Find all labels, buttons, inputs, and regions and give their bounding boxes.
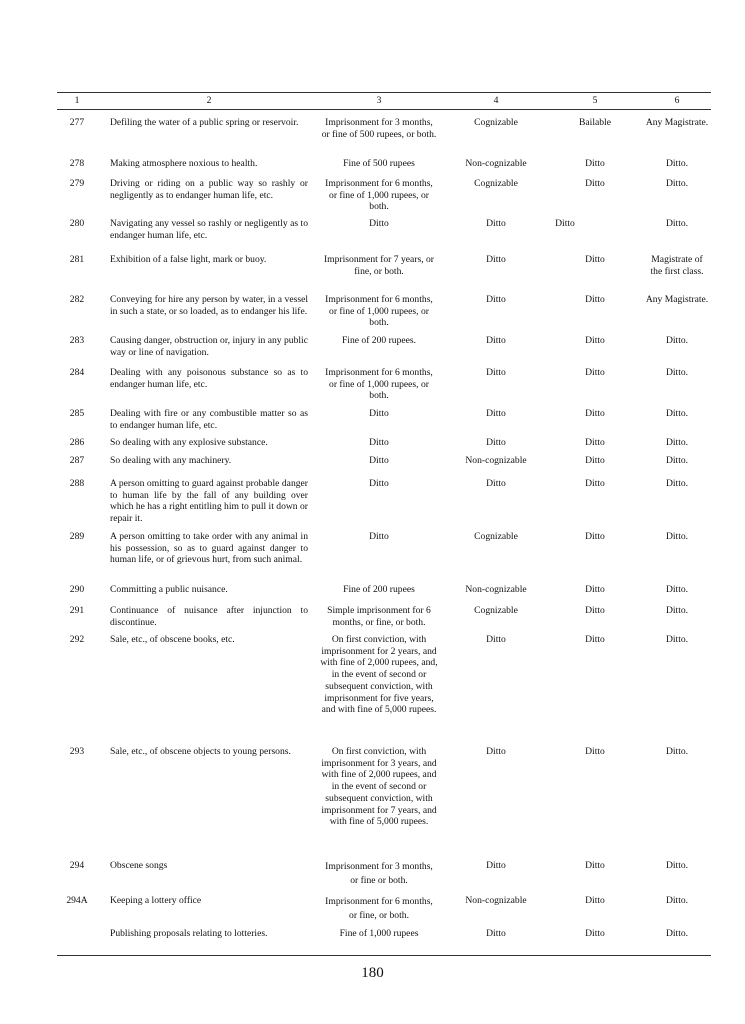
court-text: Ditto. [665, 218, 689, 229]
section-number: 277 [69, 117, 85, 128]
court-text: Ditto. [665, 408, 689, 419]
court-text: Ditto. [665, 455, 689, 466]
top-rule [57, 92, 711, 93]
bailable-text: Ditto [585, 605, 605, 616]
punishment-text: Imprisonment for 6 months, or fine of 1,000 rupees, or both. [325, 367, 433, 402]
offence-text: Driving or riding on a public way so rashly or negligently as to endanger human life, etc. [110, 178, 308, 201]
cognizable-text: Non-cognizable [465, 455, 527, 466]
bailable-text: Ditto [585, 746, 605, 757]
offence-text: Sale, etc., of obscene objects to young persons. [110, 746, 291, 757]
offence-text: Obscene songs [110, 860, 168, 871]
punishment-text: Simple imprisonment for 6 months, or fine, or both. [327, 605, 431, 628]
offence-text: So dealing with any explosive substance. [110, 437, 268, 448]
court-text: Ditto. [665, 634, 689, 645]
cognizable-text: Non-cognizable [465, 584, 527, 595]
cognizable-text: Cognizable [474, 605, 518, 616]
section-number: 287 [69, 455, 85, 466]
offence-text: Continuance of nuisance after injunction to discontinue. [110, 605, 308, 628]
bailable-text: Ditto [585, 294, 605, 305]
offence-text: Committing a public nuisance. [110, 584, 228, 595]
bailable-text: Ditto [585, 531, 605, 542]
bailable-text: Ditto [585, 437, 605, 448]
punishment-text: Ditto [369, 455, 389, 466]
court-text: Ditto. [665, 746, 689, 757]
offence-text: A person omitting to take order with any animal in his possession, so as to guard against danger to human life, or of grievous hurt, from such animal. [110, 531, 308, 566]
cognizable-text: Ditto [486, 746, 506, 757]
offence-text: Dealing with any poisonous substance so as to endanger human life, etc. [110, 367, 308, 390]
section-number: 288 [69, 478, 85, 489]
bailable-text: Ditto [585, 895, 605, 906]
column-header-1: 1 [74, 95, 80, 106]
court-text: Ditto. [665, 478, 689, 489]
cognizable-text: Ditto [486, 254, 506, 265]
punishment-text: Imprisonment for 6 months, or fine of 1,000 rupees, or both. [325, 294, 433, 329]
section-number: 292 [69, 634, 85, 645]
offence-text: Conveying for hire any person by water, in a vessel in such a state, or so loaded, as to endanger his life. [110, 294, 308, 317]
punishment-text: Ditto [369, 437, 389, 448]
bailable-text: Ditto [585, 478, 605, 489]
punishment-text: Fine of 500 rupees [343, 158, 415, 169]
section-number: 283 [69, 335, 85, 346]
offence-text: Publishing proposals relating to lotteries. [110, 928, 268, 939]
offence-text: Navigating any vessel so rashly or negligently as to endanger human life, etc. [110, 218, 308, 241]
bailable-text: Ditto [585, 254, 605, 265]
section-number: 294A [66, 895, 88, 906]
offence-text: So dealing with any machinery. [110, 455, 232, 466]
section-number: 293 [69, 746, 85, 757]
cognizable-text: Non-cognizable [465, 895, 527, 906]
offence-text: Causing danger, obstruction or, injury in any public way or line of navigation. [110, 335, 308, 358]
bailable-text: Ditto [585, 455, 605, 466]
page-number: 180 [361, 965, 384, 981]
section-number: 281 [69, 254, 85, 265]
cognizable-text: Ditto [486, 218, 506, 229]
column-header-4: 4 [493, 95, 499, 106]
court-text: Any Magistrate. [645, 294, 709, 305]
section-number: 284 [69, 367, 85, 378]
offence-text: Making atmosphere noxious to health. [110, 158, 258, 169]
bailable-text: Ditto [585, 158, 605, 169]
cognizable-text: Ditto [486, 860, 506, 871]
column-header-2: 2 [206, 95, 212, 106]
section-number: 279 [69, 178, 85, 189]
cognizable-text: Ditto [486, 294, 506, 305]
offence-text: A person omitting to guard against probable danger to human life by the fall of any building over which he has a right entitling him to pull it down or repair it. [110, 478, 308, 525]
punishment-text: Ditto [369, 218, 389, 229]
cognizable-text: Ditto [486, 634, 506, 645]
column-header-3: 3 [376, 95, 382, 106]
cognizable-text: Cognizable [474, 178, 518, 189]
punishment-text: Ditto [369, 408, 389, 419]
bailable-text: Bailable [579, 117, 611, 128]
section-number: 286 [69, 437, 85, 448]
punishment-text: Imprisonment for 3 months, or fine or both. [325, 861, 433, 886]
section-number: 294 [69, 860, 85, 871]
court-text: Ditto. [665, 335, 689, 346]
punishment-text: On first conviction, with imprisonment for 2 years, and with fine of 2,000 rupees, and, in the event of second or subsequent conviction, with imprisonment for five years, and with fine of 5,000 rupees. [320, 634, 438, 716]
offence-text: Keeping a lottery office [110, 895, 202, 906]
court-text: Ditto. [665, 605, 689, 616]
court-text: Any Magistrate. [645, 117, 709, 128]
section-number: 290 [69, 584, 85, 595]
court-text: Ditto. [665, 531, 689, 542]
bottom-rule [57, 955, 711, 956]
punishment-text: Ditto [369, 478, 389, 489]
court-text: Ditto. [665, 437, 689, 448]
court-text: Ditto. [665, 860, 689, 871]
offence-text: Defiling the water of a public spring or reservoir. [110, 117, 299, 128]
punishment-text: Fine of 1,000 rupees [339, 928, 419, 939]
section-number: 278 [69, 158, 85, 169]
column-header-6: 6 [674, 95, 680, 106]
section-number: 282 [69, 294, 85, 305]
cognizable-text: Ditto [486, 408, 506, 419]
column-header-5: 5 [592, 95, 598, 106]
punishment-text: Imprisonment for 6 months, or fine, or both. [325, 896, 433, 921]
cognizable-text: Ditto [486, 335, 506, 346]
bailable-text: Ditto [585, 860, 605, 871]
offence-text: Dealing with fire or any combustible matter so as to endanger human life, etc. [110, 408, 308, 431]
offence-text: Sale, etc., of obscene books, etc. [110, 634, 235, 645]
court-text: Ditto. [665, 895, 689, 906]
punishment-text: On first conviction, with imprisonment for 3 years, and with fine of 2,000 rupees, and in the event of second or subsequent conviction, with imprisonment for 7 years, and with fine of 5,000 rupees. [321, 746, 437, 828]
section-number: 291 [69, 605, 85, 616]
punishment-text: Imprisonment for 6 months, or fine of 1,000 rupees, or both. [325, 178, 433, 213]
punishment-text: Imprisonment for 7 years, or fine, or both. [323, 254, 435, 277]
punishment-text: Fine of 200 rupees. [341, 335, 417, 346]
bailable-text: Ditto [585, 367, 605, 378]
cognizable-text: Ditto [486, 437, 506, 448]
cognizable-text: Ditto [486, 367, 506, 378]
header-rule [57, 109, 711, 110]
court-text: Magistrate of the first class. [650, 254, 704, 277]
bailable-text: Ditto [585, 634, 605, 645]
bailable-text: Ditto [585, 928, 605, 939]
cognizable-text: Cognizable [474, 531, 518, 542]
cognizable-text: Ditto [486, 478, 506, 489]
cognizable-text: Cognizable [474, 117, 518, 128]
bailable-text: Ditto [555, 218, 575, 229]
court-text: Ditto. [665, 158, 689, 169]
bailable-text: Ditto [585, 408, 605, 419]
bailable-text: Ditto [585, 335, 605, 346]
bailable-text: Ditto [585, 584, 605, 595]
court-text: Ditto. [665, 584, 689, 595]
punishment-text: Fine of 200 rupees [343, 584, 415, 595]
court-text: Ditto. [665, 367, 689, 378]
cognizable-text: Non-cognizable [465, 158, 527, 169]
court-text: Ditto. [665, 178, 689, 189]
offence-text: Exhibition of a false light, mark or buoy. [110, 254, 267, 265]
section-number: 280 [69, 218, 85, 229]
bailable-text: Ditto [585, 178, 605, 189]
section-number: 289 [69, 531, 85, 542]
punishment-text: Ditto [369, 531, 389, 542]
cognizable-text: Ditto [486, 928, 506, 939]
punishment-text: Imprisonment for 3 months, or fine of 500 rupees, or both. [321, 117, 437, 140]
court-text: Ditto. [665, 928, 689, 939]
section-number: 285 [69, 408, 85, 419]
